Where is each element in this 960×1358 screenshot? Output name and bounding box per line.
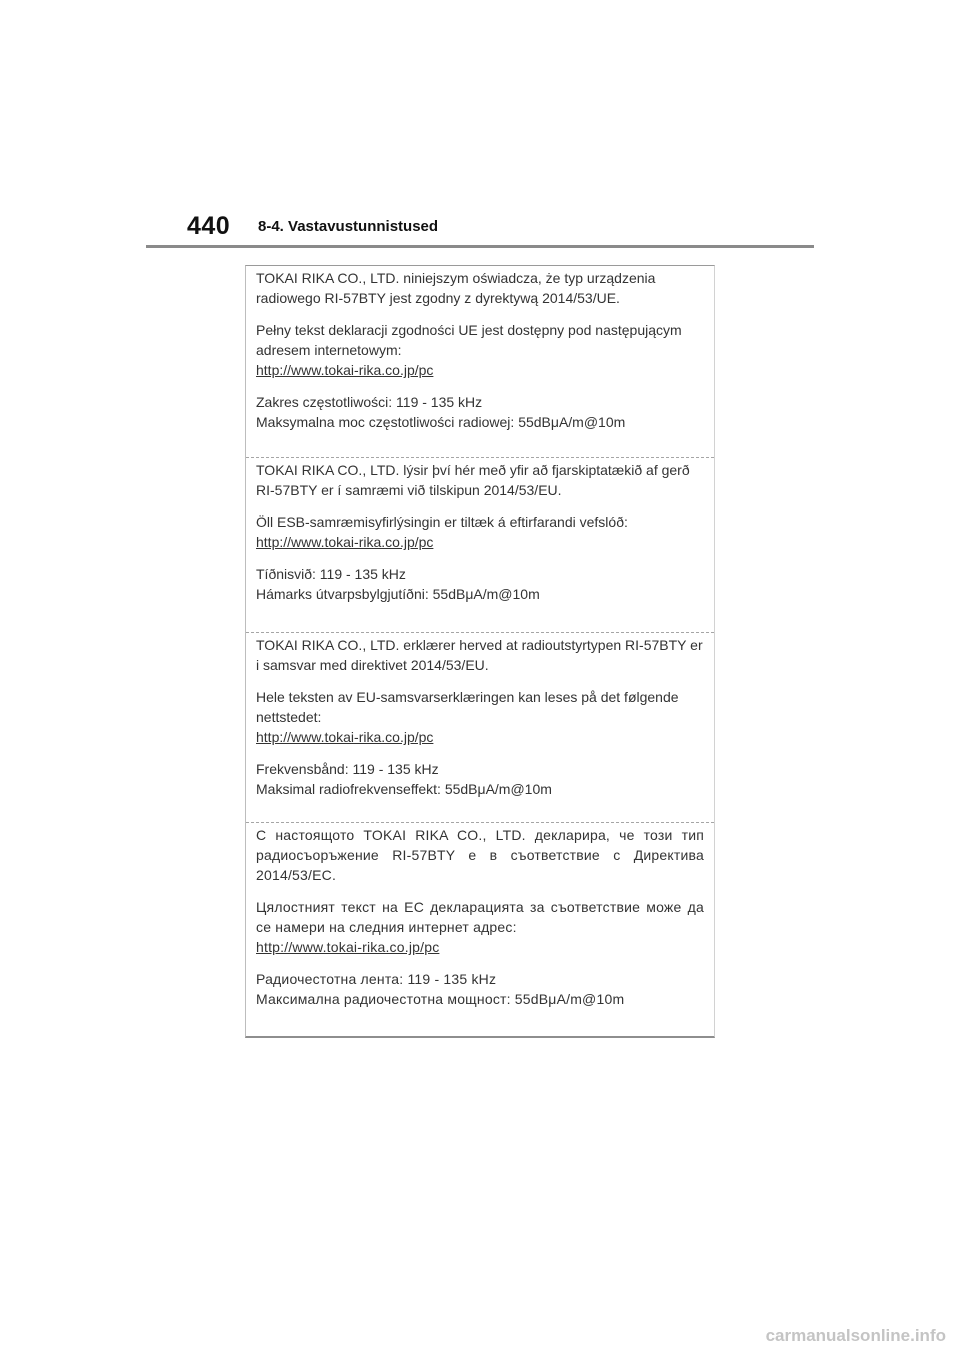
section-title: 8-4. Vastavustunnistused <box>258 218 439 235</box>
max-power: Maksimal radiofrekvenseffekt: 55dBμA/m@10m <box>256 781 552 797</box>
declaration-url-link[interactable]: http://www.tokai-rika.co.jp/pc <box>256 534 434 550</box>
declaration-url-link[interactable]: http://www.tokai-rika.co.jp/pc <box>256 362 434 378</box>
page-header <box>0 0 960 250</box>
declaration-statement: TOKAI RIKA CO., LTD. lýsir því hér með yfir að fjarskiptatækið af gerð RI-57BTY er í samræmi við tilskipun 2014/53/EU. <box>256 462 690 498</box>
declaration-url-link[interactable]: http://www.tokai-rika.co.jp/pc <box>256 729 434 745</box>
max-power: Hámarks útvarpsbylgjutíðni: 55dBμA/m@10m <box>256 586 540 602</box>
declaration-polish <box>256 268 704 432</box>
declaration-statement: С настоящото TOKAI RIKA CO., LTD. декларира, че този тип радиосъоръжение RI-57BTY е в съответствие с Директива 2014/53/ЕС. <box>256 827 704 883</box>
frequency-band: Радиочестотна лента: 119 - 135 kHz <box>256 971 497 987</box>
declaration-text-info: Цялостният текст на ЕС декларацията за съответствие може да се намери на следния интернет адрес: <box>256 899 704 935</box>
declaration-statement: TOKAI RIKA CO., LTD. niniejszym oświadcza, że typ urządzenia radiowego RI-57BTY jest zgodny z dyrektywą 2014/53/UE. <box>256 270 656 306</box>
declaration-text-info: Pełny tekst deklaracji zgodności UE jest dostępny pod następującym adresem internetowym: <box>256 322 682 358</box>
declaration-norwegian <box>256 635 704 799</box>
frequency-band: Zakres częstotliwości: 119 - 135 kHz <box>256 394 483 410</box>
frequency-band: Frekvensbånd: 119 - 135 kHz <box>256 761 439 777</box>
frequency-band: Tíðnisvið: 119 - 135 kHz <box>256 566 406 582</box>
declaration-bulgarian <box>256 825 704 1009</box>
section-divider <box>246 632 714 633</box>
site-watermark: carmanualsonline.info <box>765 1326 946 1345</box>
header-divider <box>146 245 814 248</box>
declaration-icelandic <box>256 460 704 604</box>
section-divider <box>246 822 714 823</box>
declaration-text-info: Hele teksten av EU-samsvarserklæringen kan leses på det følgende nettstedet: <box>256 689 679 725</box>
max-power: Maksymalna moc częstotliwości radiowej: 55dBμA/m@10m <box>256 414 626 430</box>
section-divider <box>246 457 714 458</box>
declaration-statement: TOKAI RIKA CO., LTD. erklærer herved at radioutstyrtypen RI-57BTY er i samsvar med direktivet 2014/53/EU. <box>256 637 703 673</box>
declaration-url-link[interactable]: http://www.tokai-rika.co.jp/pc <box>256 939 440 955</box>
max-power: Максимална радиочестотна мощност: 55dBμA/m@10m <box>256 991 625 1007</box>
page-number: 440 <box>187 212 231 240</box>
declaration-text-info: Öll ESB-samræmisyfirlýsingin er tiltæk á eftirfarandi vefslóð: <box>256 514 628 530</box>
declarations-box <box>245 265 715 1038</box>
